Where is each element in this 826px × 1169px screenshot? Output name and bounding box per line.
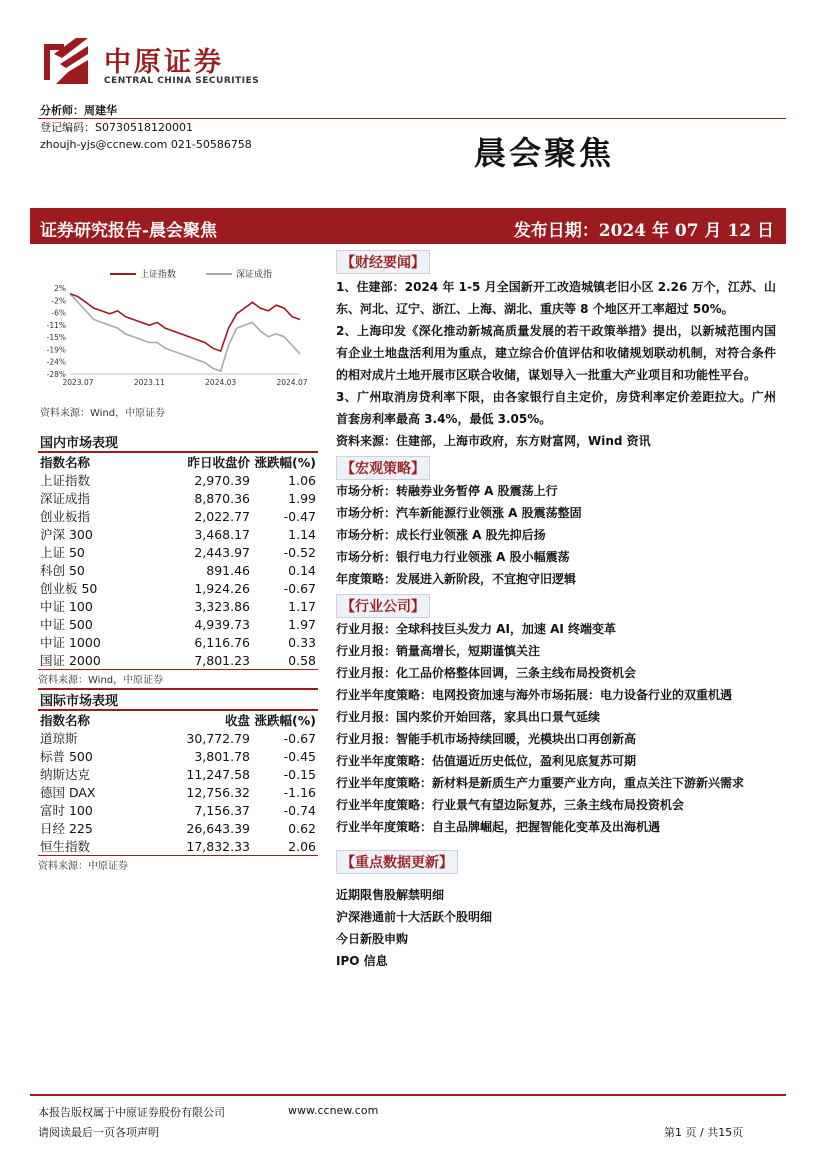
right-column	[336, 250, 776, 972]
table-header-row	[38, 711, 318, 729]
analyst-label: 分析师：	[40, 104, 84, 117]
col-header-name: 指数名称	[40, 455, 91, 470]
index-name-cell: 上证指数	[40, 473, 91, 488]
industry-company-header: 【行业公司】	[336, 594, 430, 618]
close-cell: 11,247.58	[186, 766, 250, 782]
close-cell: 7,156.37	[194, 802, 250, 818]
index-name-cell: 沪深 300	[40, 527, 93, 542]
industry-report-link[interactable]: 行业月报：国内浆价开始回落，家具出口景气延续	[336, 710, 601, 724]
news-item: 2、上海印发《深化推动新城高质量发展的若干政策举措》提出，以新城范围内国有企业土地盘活利用为重点，建立综合价值评估和收储规划联动机制，对符合条件的相对成片土地开展市区联合收储，谋划导入一批重大产业项目和功能性平台。	[336, 324, 776, 382]
change-cell: -0.67	[283, 730, 316, 746]
index-name-cell: 标普 500	[40, 749, 93, 764]
table-row	[38, 747, 318, 765]
international-market-section	[38, 688, 318, 872]
close-cell: 30,772.79	[186, 730, 250, 746]
analyst-block	[40, 102, 252, 153]
change-cell: 1.99	[288, 490, 316, 506]
change-cell: 0.33	[288, 634, 316, 650]
table-row	[38, 783, 318, 801]
change-cell: 1.06	[288, 472, 316, 488]
table-row	[38, 615, 318, 633]
international-market-table	[38, 711, 318, 855]
industry-report-link[interactable]: 行业月报：销量高增长，短期谨慎关注	[336, 644, 541, 658]
y-tick-label: -24%	[46, 357, 66, 367]
industry-report-link[interactable]: 行业半年度策略：估值逼近历史低位，盈利见底复苏可期	[336, 754, 637, 768]
series-line-1	[70, 294, 300, 371]
domestic-table-title: 国内市场表现	[40, 436, 119, 451]
close-cell: 2,970.39	[194, 472, 250, 488]
index-name-cell: 日经 225	[40, 821, 93, 836]
change-cell: -0.47	[283, 508, 316, 524]
index-name-cell: 德国 DAX	[40, 785, 96, 800]
x-tick-label: 2023.11	[133, 378, 165, 387]
close-cell: 26,643.39	[186, 820, 250, 836]
index-name-cell: 国证 2000	[40, 653, 101, 668]
col-header-change: 涨跌幅(%)	[254, 455, 316, 470]
close-cell: 2,022.77	[194, 508, 250, 524]
key-data-link[interactable]: 近期限售股解禁明细	[336, 888, 445, 902]
header-divider	[38, 118, 786, 119]
table-row	[38, 507, 318, 525]
industry-report-link[interactable]: 行业半年度策略：电网投资加速与海外市场拓展：电力设备行业的双重机遇	[336, 688, 733, 702]
x-tick-label: 2024.03	[205, 378, 237, 387]
analyst-name: 周建华	[84, 104, 117, 117]
key-data-header: 【重点数据更新】	[336, 850, 458, 874]
page-indicator: 第1 页 / 共15页	[664, 1126, 744, 1139]
y-tick-label: -19%	[46, 345, 66, 355]
finance-news-header: 【财经要闻】	[336, 250, 430, 274]
x-tick-label: 2023.07	[62, 378, 94, 387]
macro-list	[336, 480, 776, 590]
index-name-cell: 纳斯达克	[40, 767, 91, 782]
macro-report-link[interactable]: 市场分析：银行电力行业领涨 A 股小幅震荡	[336, 550, 570, 564]
index-name-cell: 创业板 50	[40, 581, 98, 596]
close-cell: 3,468.17	[194, 526, 250, 542]
table-row	[38, 651, 318, 669]
y-tick-label: -2%	[51, 296, 66, 306]
change-cell: -0.15	[283, 766, 316, 782]
table-row	[38, 579, 318, 597]
table-row	[38, 489, 318, 507]
change-cell: 0.14	[288, 562, 316, 578]
footer-divider	[30, 1094, 786, 1096]
table-row	[38, 525, 318, 543]
close-cell: 6,116.76	[194, 634, 250, 650]
news-item: 1、住建部：2024 年 1-5 月全国新开工改造城镇老旧小区 2.26 万个，江苏、山东、河北、辽宁、浙江、上海、湖北、重庆等 8 个地区开工率超过 50%。	[336, 280, 776, 316]
table-header-row	[38, 453, 318, 471]
change-cell: -0.74	[283, 802, 316, 818]
industry-list	[336, 618, 776, 838]
close-cell: 3,801.78	[194, 748, 250, 764]
change-cell: -0.45	[283, 748, 316, 764]
legend-label: 深证成指	[236, 270, 273, 280]
col-header-name: 指数名称	[40, 713, 91, 728]
change-cell: -0.52	[283, 544, 316, 560]
y-tick-label: -15%	[46, 333, 66, 343]
close-cell: 8,870.36	[194, 490, 250, 506]
index-name-cell: 中证 1000	[40, 635, 101, 650]
series-line-0	[70, 294, 300, 351]
analyst-contact: zhoujh-yjs@ccnew.com 021-50586758	[40, 138, 252, 151]
index-name-cell: 中证 500	[40, 617, 93, 632]
change-cell: 1.17	[288, 598, 316, 614]
close-cell: 4,939.73	[194, 616, 250, 632]
industry-report-link[interactable]: 行业半年度策略：行业景气有望边际复苏，三条主线布局投资机会	[336, 798, 685, 812]
table-row	[38, 633, 318, 651]
domestic-source: 资料来源：Wind，中原证券	[38, 675, 164, 686]
y-tick-label: 2%	[54, 284, 66, 293]
key-data-link[interactable]: 今日新股申购	[336, 932, 409, 946]
intl-source: 资料来源：中原证券	[38, 861, 128, 872]
index-trend-chart	[38, 262, 318, 402]
intl-table-title: 国际市场表现	[40, 694, 119, 709]
footer-url-link[interactable]: www.ccnew.com	[288, 1104, 379, 1117]
table-row	[38, 561, 318, 579]
change-cell: 0.58	[288, 652, 316, 668]
table-row	[38, 471, 318, 489]
change-cell: -0.67	[283, 580, 316, 596]
intl-bottom-rule	[38, 855, 318, 856]
index-name-cell: 恒生指数	[40, 839, 91, 854]
domestic-market-section	[38, 432, 318, 686]
industry-report-link[interactable]: 行业半年度策略：自主品牌崛起，把握智能化变革及出海机遇	[336, 820, 661, 834]
industry-report-link[interactable]: 行业月报：智能手机市场持续回暖，光模块出口再创新高	[336, 732, 637, 746]
report-type: 证券研究报告-晨会聚焦	[40, 221, 218, 241]
col-header-close: 收盘	[224, 713, 250, 728]
x-tick-label: 2024.07	[276, 378, 308, 387]
table-row	[38, 819, 318, 837]
brand-logo-icon	[40, 36, 92, 88]
industry-report-link[interactable]: 行业半年度策略：新材料是新质生产力重要产业方向，重点关注下游新兴需求	[336, 776, 745, 790]
key-data-link[interactable]: 沪深港通前十大活跃个股明细	[336, 910, 493, 924]
close-cell: 3,323.86	[194, 598, 250, 614]
publish-date: 发布日期：2024 年 07 月 12 日	[513, 221, 774, 241]
y-tick-label: -6%	[51, 308, 66, 318]
disclaimer-link[interactable]: 请阅读最后一页各项声明	[38, 1126, 159, 1139]
table-row	[38, 597, 318, 615]
close-cell: 1,924.26	[194, 580, 250, 596]
registration-code: 登记编码：S0730518120001	[40, 121, 193, 134]
domestic-bottom-rule	[38, 669, 318, 670]
change-cell: 1.97	[288, 616, 316, 632]
close-cell: 7,801.23	[194, 652, 250, 668]
col-header-change: 涨跌幅(%)	[254, 713, 316, 728]
change-cell: 0.62	[288, 820, 316, 836]
table-row	[38, 543, 318, 561]
macro-report-link[interactable]: 市场分析：转融券业务暂停 A 股震荡上行	[336, 484, 558, 498]
y-tick-label: -11%	[46, 320, 66, 330]
industry-report-link[interactable]: 行业月报：化工品价格整体回调，三条主线布局投资机会	[336, 666, 637, 680]
page-title: 晨会聚焦	[474, 134, 615, 172]
index-name-cell: 深证成指	[40, 491, 91, 506]
table-row	[38, 765, 318, 783]
key-data-list	[336, 884, 776, 972]
index-name-cell: 科创 50	[40, 563, 85, 578]
macro-report-link[interactable]: 市场分析：成长行业领涨 A 股先抑后扬	[336, 528, 546, 542]
close-cell: 891.46	[206, 562, 250, 578]
index-name-cell: 富时 100	[40, 803, 93, 818]
macro-report-link[interactable]: 年度策略：发展进入新阶段，不宜抱守旧逻辑	[336, 572, 577, 586]
table-row	[38, 729, 318, 747]
key-data-link[interactable]: IPO 信息	[336, 954, 388, 968]
index-name-cell: 道琼斯	[40, 731, 78, 746]
industry-report-link[interactable]: 行业月报：全球科技巨头发力 AI，加速 AI 终端变革	[336, 622, 617, 636]
change-cell: 1.14	[288, 526, 316, 542]
close-cell: 12,756.32	[186, 784, 250, 800]
brand-name-en: CENTRAL CHINA SECURITIES	[104, 76, 260, 86]
index-name-cell: 创业板指	[40, 509, 91, 524]
table-row	[38, 801, 318, 819]
y-tick-label: -28%	[46, 370, 66, 379]
news-item: 3、广州取消房贷利率下限，由各家银行自主定价，房贷利率定价差距拉大。广州首套房利率最高 3.4%，最低 3.05%。	[336, 390, 776, 426]
change-cell: -1.16	[283, 784, 316, 800]
index-name-cell: 中证 100	[40, 599, 93, 614]
table-row	[38, 837, 318, 855]
brand-name-cn: 中原证券	[104, 47, 224, 78]
index-name-cell: 上证 50	[40, 545, 85, 560]
close-cell: 17,832.33	[186, 838, 250, 854]
domestic-market-table	[38, 453, 318, 669]
macro-strategy-header: 【宏观策略】	[336, 456, 430, 480]
close-cell: 2,443.97	[194, 544, 250, 560]
col-header-close: 昨日收盘价	[187, 455, 250, 470]
macro-report-link[interactable]: 市场分析：汽车新能源行业领涨 A 股震荡整固	[336, 506, 582, 520]
report-banner	[30, 208, 786, 244]
copyright-text: 本报告版权属于中原证券股份有限公司	[38, 1106, 225, 1119]
chart-source: 资料来源：Wind，中原证券	[40, 408, 166, 419]
legend-label: 上证指数	[140, 270, 177, 280]
change-cell: 2.06	[288, 838, 316, 854]
news-source: 资料来源：住建部，上海市政府，东方财富网，Wind 资讯	[336, 434, 651, 448]
